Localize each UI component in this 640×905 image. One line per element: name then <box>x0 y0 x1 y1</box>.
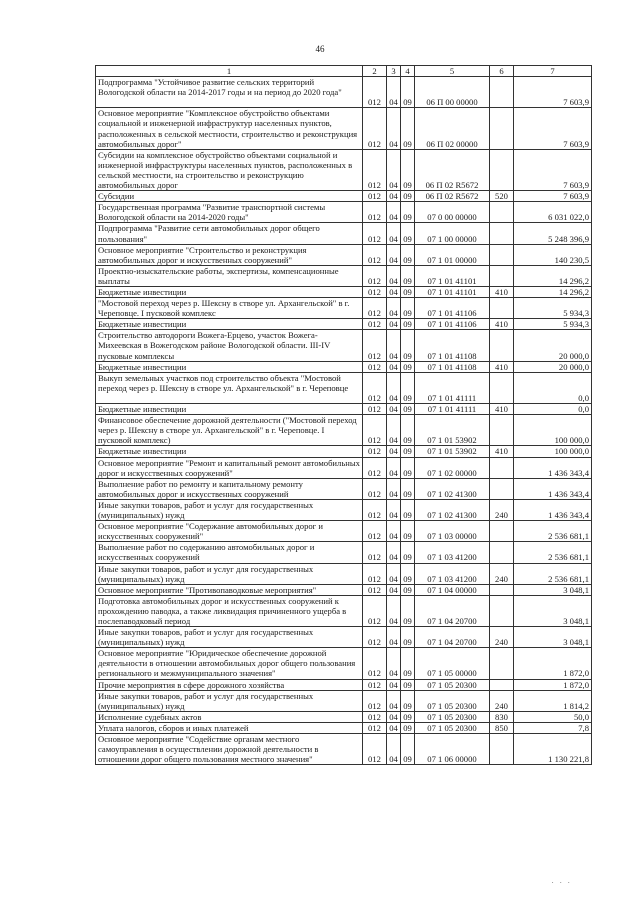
row-name-cell: Иные закупки товаров, работ и услуг для государственных (муниципальных) нужд <box>96 690 363 711</box>
expense-type-cell: 240 <box>490 690 514 711</box>
amount-cell: 5 248 396,9 <box>514 223 592 244</box>
admin-code-cell: 012 <box>363 265 387 286</box>
target-article-cell: 06 П 00 00000 <box>415 77 490 108</box>
target-article-cell: 07 1 01 41106 <box>415 319 490 330</box>
row-name-cell: Финансовое обеспечение дорожной деятельности ("Мостовой переход через р. Шексну в створе ул. Архангельской" в г. Череповце. I пусковой комплекс) <box>96 415 363 446</box>
amount-cell: 6 031 022,0 <box>514 202 592 223</box>
target-article-cell: 07 1 01 41108 <box>415 361 490 372</box>
amount-cell: 3 048,1 <box>514 584 592 595</box>
table-row <box>96 521 592 542</box>
budget-table <box>95 65 592 765</box>
row-name-cell: Основное мероприятие "Комплексное обустройство объектами социальной и инженерной инфраструктур населенных пунктов, расположенных в сельской местности, строительство и реконструкция автомобильных дорог" <box>96 108 363 149</box>
row-name-cell: Бюджетные инвестиции <box>96 404 363 415</box>
table-row <box>96 415 592 446</box>
target-article-cell: 07 1 03 41200 <box>415 542 490 563</box>
amount-cell: 1 872,0 <box>514 648 592 679</box>
target-article-cell: 07 1 01 41101 <box>415 287 490 298</box>
admin-code-cell: 012 <box>363 627 387 648</box>
expense-type-cell: 830 <box>490 711 514 722</box>
row-name-cell: Основное мероприятие "Содействие органам местного самоуправления в осуществлении дорожной деятельности в отношении дорог общего пользования местного значения" <box>96 734 363 765</box>
row-name-cell: Бюджетные инвестиции <box>96 319 363 330</box>
row-name-cell: Бюджетные инвестиции <box>96 446 363 457</box>
expense-type-cell <box>490 584 514 595</box>
target-article-cell: 07 1 05 20300 <box>415 711 490 722</box>
amount-cell: 0,0 <box>514 404 592 415</box>
header-row <box>96 66 592 77</box>
amount-cell: 1 436 343,4 <box>514 457 592 478</box>
amount-cell: 100 000,0 <box>514 415 592 446</box>
target-article-cell: 07 1 06 00000 <box>415 734 490 765</box>
section-code-cell: 04 <box>387 627 401 648</box>
section-code-cell: 04 <box>387 542 401 563</box>
subsection-code-cell: 09 <box>401 711 415 722</box>
table-row <box>96 446 592 457</box>
row-name-cell: Основное мероприятие "Юридическое обеспечение дорожной деятельности в отношении автомобильных дорог общего пользования регионального и межмуниципального значения" <box>96 648 363 679</box>
table-row <box>96 584 592 595</box>
section-code-cell: 04 <box>387 404 401 415</box>
subsection-code-cell: 09 <box>401 287 415 298</box>
target-article-cell: 06 П 02 R5672 <box>415 149 490 190</box>
row-name-cell: Бюджетные инвестиции <box>96 361 363 372</box>
amount-cell: 20 000,0 <box>514 330 592 361</box>
subsection-code-cell: 09 <box>401 521 415 542</box>
admin-code-cell: 012 <box>363 722 387 733</box>
subsection-code-cell: 09 <box>401 542 415 563</box>
subsection-code-cell: 09 <box>401 446 415 457</box>
target-article-cell: 07 1 01 41111 <box>415 404 490 415</box>
row-name-cell: Иные закупки товаров, работ и услуг для государственных (муниципальных) нужд <box>96 563 363 584</box>
admin-code-cell: 012 <box>363 149 387 190</box>
table-row <box>96 191 592 202</box>
target-article-cell: 07 1 02 41300 <box>415 478 490 499</box>
table-row <box>96 77 592 108</box>
section-code-cell: 04 <box>387 298 401 319</box>
section-code-cell: 04 <box>387 690 401 711</box>
target-article-cell: 07 1 01 41101 <box>415 265 490 286</box>
expense-type-cell <box>490 679 514 690</box>
row-name-cell: Основное мероприятие "Строительство и реконструкция автомобильных дорог и искусственных сооружений" <box>96 244 363 265</box>
row-name-cell: Уплата налогов, сборов и иных платежей <box>96 722 363 733</box>
admin-code-cell: 012 <box>363 361 387 372</box>
row-name-cell: Основное мероприятие "Содержание автомобильных дорог и искусственных сооружений" <box>96 521 363 542</box>
table-row <box>96 542 592 563</box>
table-row <box>96 627 592 648</box>
expense-type-cell: 410 <box>490 361 514 372</box>
expense-type-cell <box>490 77 514 108</box>
expense-type-cell <box>490 223 514 244</box>
amount-cell: 2 536 681,1 <box>514 542 592 563</box>
target-article-cell: 07 1 04 20700 <box>415 595 490 626</box>
admin-code-cell: 012 <box>363 330 387 361</box>
admin-code-cell: 012 <box>363 404 387 415</box>
section-code-cell: 04 <box>387 191 401 202</box>
expense-type-cell: 240 <box>490 563 514 584</box>
row-name-cell: Выполнение работ по ремонту и капитальному ремонту автомобильных дорог и искусственных сооружений <box>96 478 363 499</box>
table-row <box>96 478 592 499</box>
column-header: 4 <box>401 66 415 77</box>
section-code-cell: 04 <box>387 265 401 286</box>
section-code-cell: 04 <box>387 108 401 149</box>
section-code-cell: 04 <box>387 244 401 265</box>
row-name-cell: Иные закупки товаров, работ и услуг для государственных (муниципальных) нужд <box>96 627 363 648</box>
target-article-cell: 07 1 03 41200 <box>415 563 490 584</box>
amount-cell: 1 436 343,4 <box>514 499 592 520</box>
subsection-code-cell: 09 <box>401 627 415 648</box>
expense-type-cell <box>490 521 514 542</box>
target-article-cell: 07 1 01 41111 <box>415 372 490 403</box>
table-row <box>96 287 592 298</box>
admin-code-cell: 012 <box>363 584 387 595</box>
subsection-code-cell: 09 <box>401 244 415 265</box>
section-code-cell: 04 <box>387 319 401 330</box>
amount-cell: 1 814,2 <box>514 690 592 711</box>
admin-code-cell: 012 <box>363 319 387 330</box>
page-number: 46 <box>315 44 325 54</box>
target-article-cell: 07 1 03 00000 <box>415 521 490 542</box>
row-name-cell: "Мостовой переход через р. Шексну в створе ул. Архангельской" в г. Череповце. I пусковой комплекс <box>96 298 363 319</box>
subsection-code-cell: 09 <box>401 108 415 149</box>
table-row <box>96 722 592 733</box>
table-row <box>96 595 592 626</box>
subsection-code-cell: 09 <box>401 191 415 202</box>
expense-type-cell <box>490 542 514 563</box>
expense-type-cell: 410 <box>490 287 514 298</box>
row-name-cell: Субсидии на комплексное обустройство объектами социальной и инженерной инфраструктуры населенных пунктов, расположенных в сельской местности, на строительство и реконструкцию автомобильных дорог <box>96 149 363 190</box>
subsection-code-cell: 09 <box>401 149 415 190</box>
column-header: 6 <box>490 66 514 77</box>
row-name-cell: Основное мероприятие "Противопаводковые мероприятия" <box>96 584 363 595</box>
section-code-cell: 04 <box>387 372 401 403</box>
table-row <box>96 372 592 403</box>
admin-code-cell: 012 <box>363 478 387 499</box>
table-row <box>96 648 592 679</box>
expense-type-cell <box>490 149 514 190</box>
amount-cell: 14 296,2 <box>514 287 592 298</box>
section-code-cell: 04 <box>387 361 401 372</box>
row-name-cell: Исполнение судебных актов <box>96 711 363 722</box>
column-header: 3 <box>387 66 401 77</box>
target-article-cell: 07 1 05 20300 <box>415 690 490 711</box>
row-name-cell: Основное мероприятие "Ремонт и капитальный ремонт автомобильных дорог и искусственных сооружений" <box>96 457 363 478</box>
admin-code-cell: 012 <box>363 191 387 202</box>
target-article-cell: 07 1 02 00000 <box>415 457 490 478</box>
expense-type-cell: 240 <box>490 499 514 520</box>
expense-type-cell <box>490 595 514 626</box>
amount-cell: 100 000,0 <box>514 446 592 457</box>
section-code-cell: 04 <box>387 722 401 733</box>
table-row <box>96 149 592 190</box>
admin-code-cell: 012 <box>363 499 387 520</box>
amount-cell: 1 130 221,8 <box>514 734 592 765</box>
subsection-code-cell: 09 <box>401 595 415 626</box>
table-row <box>96 711 592 722</box>
expense-type-cell <box>490 478 514 499</box>
scan-mark: · · · <box>551 879 572 887</box>
subsection-code-cell: 09 <box>401 372 415 403</box>
section-code-cell: 04 <box>387 648 401 679</box>
row-name-cell: Подпрограмма "Устойчивое развитие сельских территорий Вологодской области на 2014-2017 годы и на период до 2020 года" <box>96 77 363 108</box>
target-article-cell: 07 1 02 41300 <box>415 499 490 520</box>
column-header: 1 <box>96 66 363 77</box>
subsection-code-cell: 09 <box>401 478 415 499</box>
admin-code-cell: 012 <box>363 563 387 584</box>
subsection-code-cell: 09 <box>401 330 415 361</box>
row-name-cell: Строительство автодороги Вожега-Ерцево, участок Вожега-Михеевская в Вожегодском районе Вологодской области. III-IV пусковые комплексы <box>96 330 363 361</box>
subsection-code-cell: 09 <box>401 77 415 108</box>
table-row <box>96 330 592 361</box>
subsection-code-cell: 09 <box>401 648 415 679</box>
admin-code-cell: 012 <box>363 595 387 626</box>
admin-code-cell: 012 <box>363 287 387 298</box>
section-code-cell: 04 <box>387 202 401 223</box>
section-code-cell: 04 <box>387 734 401 765</box>
target-article-cell: 07 1 05 20300 <box>415 722 490 733</box>
amount-cell: 140 230,5 <box>514 244 592 265</box>
section-code-cell: 04 <box>387 584 401 595</box>
subsection-code-cell: 09 <box>401 679 415 690</box>
target-article-cell: 07 1 05 00000 <box>415 648 490 679</box>
admin-code-cell: 012 <box>363 223 387 244</box>
admin-code-cell: 012 <box>363 372 387 403</box>
row-name-cell: Иные закупки товаров, работ и услуг для государственных (муниципальных) нужд <box>96 499 363 520</box>
subsection-code-cell: 09 <box>401 457 415 478</box>
section-code-cell: 04 <box>387 478 401 499</box>
subsection-code-cell: 09 <box>401 223 415 244</box>
expense-type-cell <box>490 372 514 403</box>
section-code-cell: 04 <box>387 499 401 520</box>
admin-code-cell: 012 <box>363 679 387 690</box>
section-code-cell: 04 <box>387 446 401 457</box>
admin-code-cell: 012 <box>363 711 387 722</box>
column-header: 2 <box>363 66 387 77</box>
subsection-code-cell: 09 <box>401 202 415 223</box>
admin-code-cell: 012 <box>363 521 387 542</box>
table-row <box>96 244 592 265</box>
amount-cell: 2 536 681,1 <box>514 521 592 542</box>
table-row <box>96 298 592 319</box>
admin-code-cell: 012 <box>363 734 387 765</box>
row-name-cell: Выполнение работ по содержанию автомобильных дорог и искусственных сооружений <box>96 542 363 563</box>
target-article-cell: 07 1 05 20300 <box>415 679 490 690</box>
row-name-cell: Субсидии <box>96 191 363 202</box>
table-row <box>96 202 592 223</box>
column-header: 7 <box>514 66 592 77</box>
admin-code-cell: 012 <box>363 542 387 563</box>
amount-cell: 7,8 <box>514 722 592 733</box>
section-code-cell: 04 <box>387 521 401 542</box>
admin-code-cell: 012 <box>363 648 387 679</box>
amount-cell: 50,0 <box>514 711 592 722</box>
expense-type-cell <box>490 108 514 149</box>
amount-cell: 14 296,2 <box>514 265 592 286</box>
subsection-code-cell: 09 <box>401 690 415 711</box>
subsection-code-cell: 09 <box>401 404 415 415</box>
section-code-cell: 04 <box>387 149 401 190</box>
table-row <box>96 319 592 330</box>
subsection-code-cell: 09 <box>401 734 415 765</box>
amount-cell: 7 603,9 <box>514 77 592 108</box>
admin-code-cell: 012 <box>363 77 387 108</box>
amount-cell: 3 048,1 <box>514 595 592 626</box>
subsection-code-cell: 09 <box>401 722 415 733</box>
column-header: 5 <box>415 66 490 77</box>
table-row <box>96 499 592 520</box>
expense-type-cell <box>490 415 514 446</box>
expense-type-cell <box>490 734 514 765</box>
section-code-cell: 04 <box>387 563 401 584</box>
subsection-code-cell: 09 <box>401 584 415 595</box>
target-article-cell: 07 1 01 41106 <box>415 298 490 319</box>
admin-code-cell: 012 <box>363 690 387 711</box>
subsection-code-cell: 09 <box>401 499 415 520</box>
section-code-cell: 04 <box>387 287 401 298</box>
amount-cell: 7 603,9 <box>514 191 592 202</box>
expense-type-cell: 410 <box>490 319 514 330</box>
admin-code-cell: 012 <box>363 108 387 149</box>
amount-cell: 7 603,9 <box>514 149 592 190</box>
admin-code-cell: 012 <box>363 415 387 446</box>
admin-code-cell: 012 <box>363 202 387 223</box>
expense-type-cell <box>490 202 514 223</box>
amount-cell: 1 872,0 <box>514 679 592 690</box>
section-code-cell: 04 <box>387 77 401 108</box>
target-article-cell: 07 1 01 41108 <box>415 330 490 361</box>
table-row <box>96 223 592 244</box>
target-article-cell: 07 0 00 00000 <box>415 202 490 223</box>
row-name-cell: Подготовка автомобильных дорог и искусственных сооружений к прохождению паводка, а также ликвидация причиненного ущерба в послепаводковый период <box>96 595 363 626</box>
expense-type-cell <box>490 265 514 286</box>
expense-type-cell: 240 <box>490 627 514 648</box>
table-row <box>96 265 592 286</box>
table-row <box>96 563 592 584</box>
expense-type-cell <box>490 330 514 361</box>
row-name-cell: Прочие мероприятия в сфере дорожного хозяйства <box>96 679 363 690</box>
row-name-cell: Бюджетные инвестиции <box>96 287 363 298</box>
expense-type-cell: 410 <box>490 446 514 457</box>
expense-type-cell: 850 <box>490 722 514 733</box>
row-name-cell: Выкуп земельных участков под строительство объекта "Мостовой переход через р. Шексну в створе ул. Архангельской" в г. Череповце <box>96 372 363 403</box>
table-row <box>96 679 592 690</box>
subsection-code-cell: 09 <box>401 265 415 286</box>
expense-type-cell: 520 <box>490 191 514 202</box>
amount-cell: 0,0 <box>514 372 592 403</box>
section-code-cell: 04 <box>387 223 401 244</box>
row-name-cell: Проектно-изыскательские работы, экспертизы, компенсационные выплаты <box>96 265 363 286</box>
row-name-cell: Государственная программа "Развитие транспортной системы Вологодской области на 2014-2020 годы" <box>96 202 363 223</box>
section-code-cell: 04 <box>387 330 401 361</box>
row-name-cell: Подпрограмма "Развитие сети автомобильных дорог общего пользования" <box>96 223 363 244</box>
target-article-cell: 07 1 01 53902 <box>415 446 490 457</box>
target-article-cell: 07 1 04 20700 <box>415 627 490 648</box>
amount-cell: 1 436 343,4 <box>514 478 592 499</box>
table-row <box>96 108 592 149</box>
target-article-cell: 07 1 00 00000 <box>415 223 490 244</box>
target-article-cell: 06 П 02 00000 <box>415 108 490 149</box>
target-article-cell: 06 П 02 R5672 <box>415 191 490 202</box>
subsection-code-cell: 09 <box>401 415 415 446</box>
subsection-code-cell: 09 <box>401 361 415 372</box>
subsection-code-cell: 09 <box>401 298 415 319</box>
table-row <box>96 690 592 711</box>
expense-type-cell <box>490 457 514 478</box>
admin-code-cell: 012 <box>363 244 387 265</box>
amount-cell: 5 934,3 <box>514 319 592 330</box>
expense-type-cell <box>490 298 514 319</box>
target-article-cell: 07 1 01 00000 <box>415 244 490 265</box>
amount-cell: 5 934,3 <box>514 298 592 319</box>
amount-cell: 20 000,0 <box>514 361 592 372</box>
admin-code-cell: 012 <box>363 457 387 478</box>
target-article-cell: 07 1 04 00000 <box>415 584 490 595</box>
section-code-cell: 04 <box>387 711 401 722</box>
expense-type-cell <box>490 244 514 265</box>
target-article-cell: 07 1 01 53902 <box>415 415 490 446</box>
table-row <box>96 361 592 372</box>
table-row <box>96 404 592 415</box>
table-row <box>96 734 592 765</box>
amount-cell: 7 603,9 <box>514 108 592 149</box>
amount-cell: 2 536 681,1 <box>514 563 592 584</box>
section-code-cell: 04 <box>387 457 401 478</box>
subsection-code-cell: 09 <box>401 563 415 584</box>
admin-code-cell: 012 <box>363 298 387 319</box>
section-code-cell: 04 <box>387 595 401 626</box>
subsection-code-cell: 09 <box>401 319 415 330</box>
amount-cell: 3 048,1 <box>514 627 592 648</box>
section-code-cell: 04 <box>387 679 401 690</box>
admin-code-cell: 012 <box>363 446 387 457</box>
table-row <box>96 457 592 478</box>
expense-type-cell <box>490 648 514 679</box>
section-code-cell: 04 <box>387 415 401 446</box>
expense-type-cell: 410 <box>490 404 514 415</box>
